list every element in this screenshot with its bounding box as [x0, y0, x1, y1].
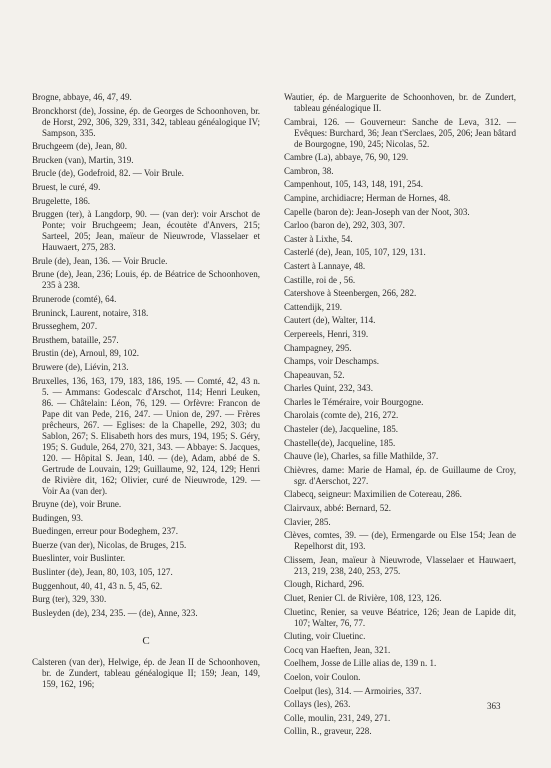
index-entry: Bruwere (de), Liévin, 213.: [32, 361, 129, 372]
index-entry: Capelle (baron de): Jean-Joseph van der Noot, 303.: [284, 206, 470, 217]
index-entry: Chastelle(de), Jacqueline, 185.: [284, 437, 396, 448]
index-entry: Calsteren (van der), Helwige, ép. de Jean II de Schoonhoven, br. de Zundert, tableau généalogique II; 159; Jean, 149, 159, 162, 196;: [32, 656, 260, 689]
index-entry: Cambrai, 126. — Gouverneur: Sanche de Leva, 312. — Evêques: Burchard, 36; Jean t'Serclaes, 205, 206; Jean bâtard de Bourgogne, 190, 245; Nicolas, 52.: [284, 116, 516, 149]
index-entry: Cattendijk, 219.: [284, 301, 343, 312]
index-entry: Burg (ter), 329, 330.: [32, 594, 107, 605]
index-entry: Charles Quint, 232, 343.: [284, 383, 373, 394]
index-entry: Casterlé (de), Jean, 105, 107, 129, 131.: [284, 247, 426, 258]
index-entry: Clabecq, seigneur: Maximilien de Cotereau, 286.: [284, 489, 462, 500]
index-entry: Brule (de), Jean, 136. — Voir Brucle.: [32, 255, 168, 266]
index-entry: Brugelette, 186.: [32, 195, 91, 206]
index-entry: Bruchgeem (de), Jean, 80.: [32, 141, 127, 152]
index-entry: Caster à Lixhe, 54.: [284, 233, 353, 244]
index-entry: Colle, moulin, 231, 249, 271.: [284, 712, 391, 723]
index-entry: Collays (les), 263.: [284, 699, 351, 710]
left-entries: [32, 92, 260, 619]
index-entry: Brusseghem, 207.: [32, 321, 98, 332]
index-entry: Campenhout, 105, 143, 148, 191, 254.: [284, 179, 423, 190]
index-entry: Champagney, 295.: [284, 342, 352, 353]
index-entry: Cerpereels, Henri, 319.: [284, 328, 369, 339]
index-entry: Brogne, abbaye, 46, 47, 49.: [32, 92, 132, 102]
index-entry: Chasteler (de), Jacqueline, 185.: [284, 424, 399, 435]
index-entry: Budingen, 93.: [32, 512, 84, 523]
index-entry: Brunerode (comté), 64.: [32, 293, 117, 304]
index-entry: Coelput (les), 314. — Armoiries, 337.: [284, 685, 422, 696]
index-entry: Catershove à Steenbergen, 266, 282.: [284, 288, 417, 299]
index-entry: Clèves, comtes, 39. — (de), Ermengarde ou Else 154; Jean de Repelhorst dit, 193.: [284, 530, 516, 552]
index-entry: Bueslinter, voir Buslinter.: [32, 553, 126, 564]
index-entry: Champs, voir Deschamps.: [284, 356, 379, 367]
index-entry: Cluting, voir Cluetinc.: [284, 631, 366, 642]
section-letter: C: [142, 634, 150, 647]
index-entry: Brucle (de), Godefroid, 82. — Voir Brule.: [32, 168, 184, 179]
index-entry: Brune (de), Jean, 236; Louis, ép. de Béatrice de Schoonhoven, 235 à 238.: [32, 269, 260, 291]
index-entry: Brustin (de), Arnoul, 89, 102.: [32, 348, 140, 359]
index-entry: Bruggen (ter), à Langdorp, 90. — (van der): voir Arschot de Ponte; voir Bruchgeem; Jean, écoutète d'Anvers, 215; Sarteel, 205; Jean, maïeur de Nieuwrode, Vlasselaer et Hauwaert, 275, 283.: [32, 209, 260, 253]
index-entry: Carloo (baron de), 292, 303, 307.: [284, 220, 405, 231]
index-entry: Coelhem, Josse de Lille alias de, 139 n. 1.: [284, 658, 437, 669]
page-number: 363: [487, 701, 501, 711]
index-entry: Buerze (van der), Nicolas, de Bruges, 215.: [32, 539, 187, 550]
index-entry: Buggenhout, 40, 41, 43 n. 5, 45, 62.: [32, 580, 163, 591]
index-entry: Bruyne (de), voir Brune.: [32, 499, 122, 510]
index-entry: Collin, R., graveur, 228.: [284, 726, 372, 737]
index-entry: Bruninck, Laurent, notaire, 318.: [32, 307, 149, 318]
index-entry: Campine, archidiacre; Herman de Hornes, 48.: [284, 192, 451, 203]
index-entry: Clissem, Jean, maïeur à Nieuwrode, Vlasselaer et Hauwaert, 213, 219, 238, 240, 253, 275.: [284, 554, 516, 576]
index-entry: Cluet, Renier Cl. de Rivière, 108, 123, 126.: [284, 593, 442, 603]
index-entry: Brusthem, bataille, 257.: [32, 334, 119, 345]
index-entry: Castille, roi de , 56.: [284, 274, 356, 285]
index-entry: Chauve (le), Charles, sa fille Mathilde, 37.: [284, 451, 439, 462]
right-column: [284, 92, 516, 740]
index-entry: Buslinter (de), Jean, 80, 103, 105, 127.: [32, 567, 173, 578]
index-entry: Wautier, ép. de Marguerite de Schoonhoven, br. de Zundert, tableau généalogique II.: [284, 92, 516, 113]
index-entry: Buedingen, erreur pour Bodeghem, 237.: [32, 526, 178, 537]
left-column: [32, 92, 260, 692]
index-entry: Cambron, 38.: [284, 165, 334, 176]
index-entry: Clairvaux, abbé: Bernard, 52.: [284, 503, 392, 514]
left-entries-after: [32, 657, 260, 690]
index-entry: Bruxelles, 136, 163, 179, 183, 186, 195. — Comté, 42, 43 n. 5. — Ammans: Godescalc d'Arschot, 114; Henri Leuken, 86. — Châtelain: Léon, 76, 129. — Orfèvre: Francon de Pape dit van Pede, 216, 247. — Union de, 297. — Frères prêcheurs, 267. — Eglises: de la Chapelle, 292, 303; du Sablon, 267; S. Elisabeth hors des murs, 194, 195; S. Géry, 195; S. Gudule, 264, 270, 321, 343. — Abbaye: S. Jacques, 120. — Hôpital S. Jean, 140. — (de), Adam, abbé de S. Gertrude de Louvain, 129; Guillaume, 92, 124, 129; Henri de Rivière dit, 162; Olivier, curé de Nieuwrode, 129. — Voir Aa (van der).: [32, 375, 260, 496]
index-entry: Cocq van Haeften, Jean, 321.: [284, 644, 391, 655]
index-entry: Cluetinc, Renier, sa veuve Béatrice, 126; Jean de Lapide dit, 107; Walter, 76, 77.: [284, 606, 516, 628]
index-entry: Chapeauvan, 52.: [284, 369, 345, 380]
index-entry: Cambre (La), abbaye, 76, 90, 129.: [284, 152, 409, 163]
index-entry: Chièvres, dame: Marie de Hamal, ép. de Guillaume de Croy, sgr. d'Aerschot, 227.: [284, 464, 516, 486]
index-entry: Cautert (de), Walter, 114.: [284, 315, 376, 326]
index-entry: Coelon, voir Coulon.: [284, 671, 361, 682]
index-entry: Charles le Téméraire, voir Bourgogne.: [284, 396, 424, 407]
index-entry: Castert à Lannaye, 48.: [284, 260, 366, 271]
index-entry: Charolais (comte de), 216, 272.: [284, 410, 399, 421]
index-entry: Bronckhorst (de), Jossine, ép. de Georges de Schoonhoven, br. de Horst, 292, 306, 329, 331, 342, tableau généalogique IV; Sampson, 335.: [32, 105, 260, 138]
right-entries: [284, 92, 516, 737]
index-entry: Bruest, le curé, 49.: [32, 181, 101, 192]
index-entry: Clough, Richard, 296.: [284, 579, 365, 590]
index-entry: Busleyden (de), 234, 235. — (de), Anne, 323.: [32, 607, 198, 618]
index-entry: Clavier, 285.: [284, 516, 331, 527]
index-entry: Brucken (van), Martin, 319.: [32, 154, 134, 165]
